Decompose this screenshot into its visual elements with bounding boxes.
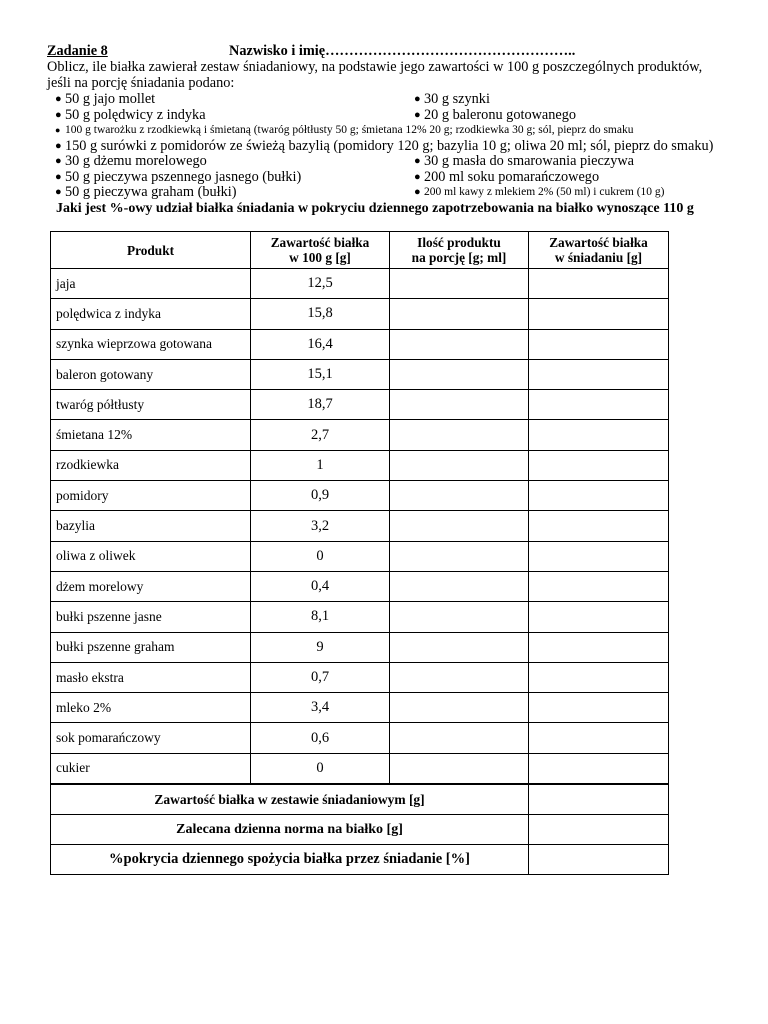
protein-per-100g-cell: 0,6 [251, 723, 390, 753]
table-row [51, 723, 669, 753]
table-row [51, 662, 669, 692]
protein-table-wrapper [50, 231, 669, 875]
protein-in-breakfast-input-cell[interactable] [529, 632, 669, 662]
list-item-text: 30 g dżemu morelowego [65, 153, 207, 169]
portion-input-cell[interactable] [390, 481, 529, 511]
product-cell: bazylia [51, 511, 251, 541]
bullet-icon: ● [55, 170, 62, 183]
protein-per-100g-cell: 1 [251, 450, 390, 480]
header-protein-per-100g: Zawartość białka w 100 g [g] [251, 232, 390, 269]
bullet-icon: ● [414, 108, 421, 121]
product-cell: śmietana 12% [51, 420, 251, 450]
list-item-text: 100 g twarożku z rzodkiewką i śmietaną (twaróg półtłusty 50 g; śmietana 12% 20 g; rzodkiewka 30 g; sól, pieprz do smaku [65, 124, 634, 136]
list-item-text: 150 g surówki z pomidorów ze świeżą bazylią (pomidory 120 g; bazylia 10 g; oliwa 20 ml; sól, pieprz do smaku) [65, 137, 714, 154]
protein-in-breakfast-input-cell[interactable] [529, 602, 669, 632]
list-item-text: 30 g szynki [424, 91, 490, 107]
protein-in-breakfast-input-cell[interactable] [529, 299, 669, 329]
protein-per-100g-cell: 9 [251, 632, 390, 662]
protein-per-100g-cell: 0 [251, 541, 390, 571]
portion-input-cell[interactable] [390, 359, 529, 389]
protein-in-breakfast-input-cell[interactable] [529, 420, 669, 450]
question-text: Jaki jest %-owy udział białka śniadania w pokryciu dziennego zapotrzebowania na białko wynoszące 110 g [56, 200, 694, 216]
portion-input-cell[interactable] [390, 632, 529, 662]
bullet-icon: ● [414, 155, 421, 167]
breakfast-items-list [47, 91, 727, 200]
name-field-label: Nazwisko i imię…………………………………………….. [229, 43, 576, 59]
product-cell: baleron gotowany [51, 359, 251, 389]
protein-per-100g-cell: 12,5 [251, 269, 390, 299]
summary-row [51, 845, 669, 875]
header-product: Produkt [51, 232, 251, 269]
product-cell: twaróg półtłusty [51, 390, 251, 420]
portion-input-cell[interactable] [390, 693, 529, 723]
product-cell: oliwa z oliwek [51, 541, 251, 571]
title-line [47, 43, 727, 59]
task-instructions-line2: jeśli na porcję śniadania podano: [47, 75, 235, 91]
table-row [51, 753, 669, 784]
bullet-icon: ● [55, 108, 62, 121]
protein-in-breakfast-input-cell[interactable] [529, 450, 669, 480]
summary-row [51, 815, 669, 845]
portion-input-cell[interactable] [390, 723, 529, 753]
protein-per-100g-cell: 16,4 [251, 329, 390, 359]
product-cell: bułki pszenne jasne [51, 602, 251, 632]
protein-per-100g-cell: 3,2 [251, 511, 390, 541]
list-item [47, 169, 727, 185]
bullet-icon: ● [55, 125, 61, 135]
product-cell: rzodkiewka [51, 450, 251, 480]
summary-label: Zawartość białka w zestawie śniadaniowym [g] [51, 784, 529, 815]
protein-per-100g-cell: 0,9 [251, 481, 390, 511]
header-protein-in-breakfast: Zawartość białka w śniadaniu [g] [529, 232, 669, 269]
protein-per-100g-cell: 15,8 [251, 299, 390, 329]
table-row [51, 390, 669, 420]
product-cell: cukier [51, 753, 251, 784]
table-row [51, 299, 669, 329]
product-cell: szynka wieprzowa gotowana [51, 329, 251, 359]
portion-input-cell[interactable] [390, 420, 529, 450]
summary-value-cell[interactable] [529, 784, 669, 815]
protein-per-100g-cell: 15,1 [251, 359, 390, 389]
product-cell: bułki pszenne graham [51, 632, 251, 662]
list-item [47, 107, 727, 123]
list-item-text: 50 g polędwicy z indyka [65, 106, 206, 123]
bullet-icon: ● [55, 186, 62, 198]
protein-per-100g-cell: 0,4 [251, 571, 390, 601]
protein-in-breakfast-input-cell[interactable] [529, 693, 669, 723]
bullet-icon: ● [414, 170, 421, 183]
protein-per-100g-cell: 2,7 [251, 420, 390, 450]
list-item-text: 50 g pieczywa graham (bułki) [65, 184, 237, 200]
portion-input-cell[interactable] [390, 541, 529, 571]
list-item [47, 138, 727, 154]
protein-per-100g-cell: 0,7 [251, 662, 390, 692]
summary-label: %pokrycia dziennego spożycia białka przez śniadanie [%] [51, 845, 529, 875]
product-cell: masło ekstra [51, 662, 251, 692]
list-item-text: 50 g pieczywa pszennego jasnego (bułki) [65, 168, 302, 185]
bullet-icon: ● [55, 93, 62, 105]
product-cell: dżem morelowy [51, 571, 251, 601]
task-instructions-line1: Oblicz, ile białka zawierał zestaw śniadaniowy, na podstawie jego zawartości w 100 g poszczególnych produktów, [47, 59, 703, 75]
list-item [47, 153, 727, 169]
product-cell: sok pomarańczowy [51, 723, 251, 753]
protein-per-100g-cell: 0 [251, 753, 390, 784]
product-cell: jaja [51, 269, 251, 299]
table-row [51, 541, 669, 571]
summary-row [51, 784, 669, 815]
product-cell: pomidory [51, 481, 251, 511]
portion-input-cell[interactable] [390, 662, 529, 692]
table-row [51, 269, 669, 299]
product-cell: mleko 2% [51, 693, 251, 723]
list-item [47, 122, 727, 138]
portion-input-cell[interactable] [390, 329, 529, 359]
list-item-text: 200 ml kawy z mlekiem 2% (50 ml) i cukrem (10 g) [424, 186, 665, 198]
protein-in-breakfast-input-cell[interactable] [529, 541, 669, 571]
list-item [47, 184, 727, 200]
list-item-text: 20 g baleronu gotowanego [424, 106, 577, 123]
table-row [51, 450, 669, 480]
protein-in-breakfast-input-cell[interactable] [529, 390, 669, 420]
portion-input-cell[interactable] [390, 390, 529, 420]
protein-per-100g-cell: 18,7 [251, 390, 390, 420]
portion-input-cell[interactable] [390, 602, 529, 632]
protein-per-100g-cell: 3,4 [251, 693, 390, 723]
list-item-text: 200 ml soku pomarańczowego [424, 168, 600, 185]
task-header [47, 43, 727, 216]
table-row [51, 481, 669, 511]
portion-input-cell[interactable] [390, 269, 529, 299]
table-row [51, 420, 669, 450]
portion-input-cell[interactable] [390, 299, 529, 329]
portion-input-cell[interactable] [390, 753, 529, 784]
protein-table [50, 231, 669, 875]
protein-in-breakfast-input-cell[interactable] [529, 329, 669, 359]
table-row [51, 602, 669, 632]
bullet-icon: ● [414, 93, 421, 105]
summary-label: Zalecana dzienna norma na białko [g] [51, 815, 529, 845]
table-row [51, 693, 669, 723]
protein-in-breakfast-input-cell[interactable] [529, 753, 669, 784]
table-row [51, 329, 669, 359]
bullet-icon: ● [55, 155, 62, 167]
protein-in-breakfast-input-cell[interactable] [529, 662, 669, 692]
bullet-icon: ● [55, 139, 62, 152]
protein-in-breakfast-input-cell[interactable] [529, 269, 669, 299]
table-header-row [51, 232, 669, 269]
summary-value-cell[interactable] [529, 845, 669, 875]
list-item-text: 50 g jajo mollet [65, 91, 156, 107]
list-item-text: 30 g masła do smarowania pieczywa [424, 153, 635, 169]
table-row [51, 511, 669, 541]
protein-in-breakfast-input-cell[interactable] [529, 571, 669, 601]
summary-value-cell[interactable] [529, 815, 669, 845]
product-cell: polędwica z indyka [51, 299, 251, 329]
table-row [51, 632, 669, 662]
portion-input-cell[interactable] [390, 571, 529, 601]
protein-in-breakfast-input-cell[interactable] [529, 511, 669, 541]
list-item [47, 91, 727, 107]
protein-in-breakfast-input-cell[interactable] [529, 359, 669, 389]
portion-input-cell[interactable] [390, 511, 529, 541]
bullet-icon: ● [414, 186, 421, 198]
protein-in-breakfast-input-cell[interactable] [529, 723, 669, 753]
task-title: Zadanie 8 [47, 43, 108, 59]
table-row [51, 359, 669, 389]
portion-input-cell[interactable] [390, 450, 529, 480]
protein-in-breakfast-input-cell[interactable] [529, 481, 669, 511]
header-portion-amount: Ilość produktu na porcję [g; ml] [390, 232, 529, 269]
table-row [51, 571, 669, 601]
protein-per-100g-cell: 8,1 [251, 602, 390, 632]
